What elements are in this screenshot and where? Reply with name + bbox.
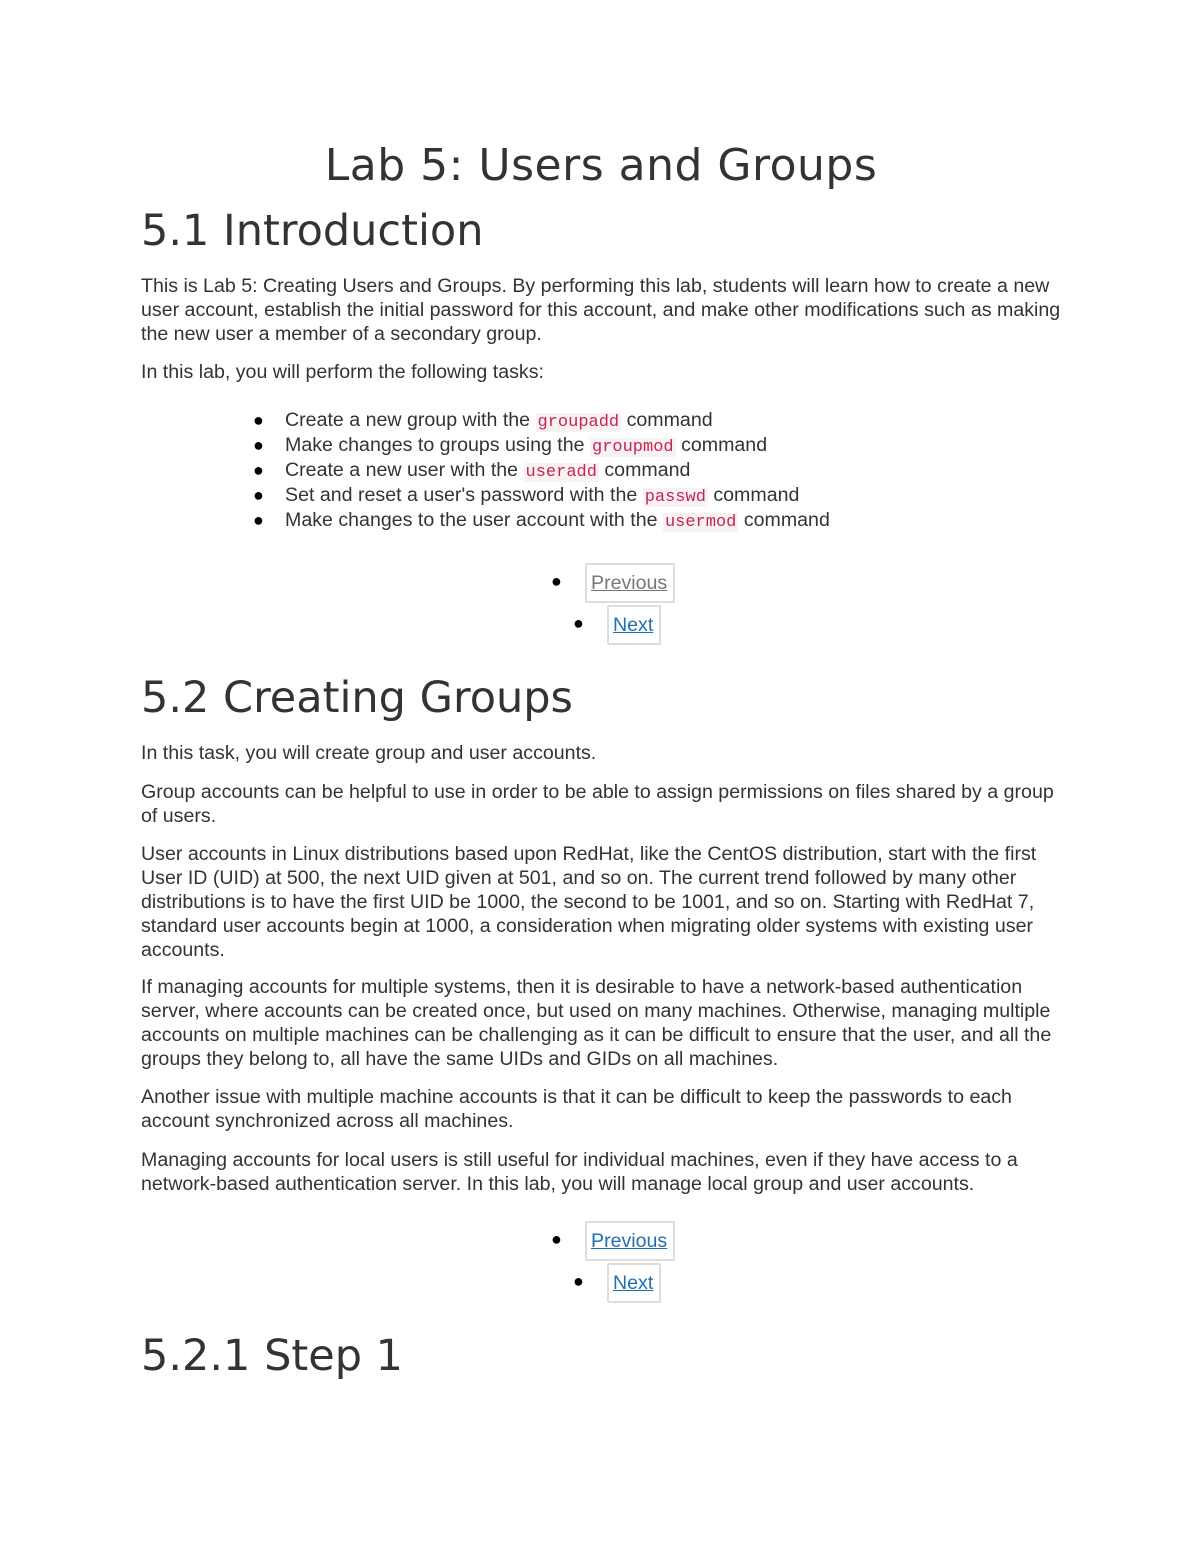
list-item: ● Create a new user with the useradd command (253, 459, 691, 482)
pager-creating-groups (141, 1221, 1061, 1311)
bullet-icon: ● (573, 613, 584, 633)
command-code: groupadd (537, 413, 620, 432)
command-code: passwd (644, 488, 706, 507)
bullet-icon: ● (253, 485, 264, 505)
bullet-icon: ● (253, 435, 264, 455)
bullet-icon: ● (551, 1229, 562, 1249)
paragraph: Another issue with multiple machine accounts is that it can be difficult to keep the passwords to each account synchronized across all machines. (141, 1086, 1012, 1132)
previous-button[interactable]: Previous (585, 1221, 675, 1261)
paragraph: If managing accounts for multiple systems, then it is desirable to have a network-based authentication server, where accounts can be created once, but used on many machines. Otherwise, managing multiple accounts on multiple machines can be challenging as it can be difficult to ensure that the user, and all the groups they belong to, all have the same UIDs and GIDs on all machines. (141, 976, 1052, 1070)
task-list (141, 408, 830, 533)
intro-paragraph: This is Lab 5: Creating Users and Groups. By performing this lab, students will learn how to create a new user account, establish the initial password for this account, and make other modifications such as making the new user a member of a secondary group. (141, 275, 1061, 345)
list-item: ● Make changes to the user account with the usermod command (253, 509, 830, 532)
paragraph: Managing accounts for local users is still useful for individual machines, even if they have access to a network-based authentication server. In this lab, you will manage local group and user accounts. (141, 1149, 1018, 1195)
tasks-lead-paragraph: In this lab, you will perform the following tasks: (141, 361, 544, 383)
list-item: ● Create a new group with the groupadd command (253, 409, 713, 432)
bullet-icon: ● (551, 571, 562, 591)
next-button[interactable]: Next (607, 605, 661, 645)
bullet-icon: ● (253, 460, 264, 480)
paragraph: User accounts in Linux distributions based upon RedHat, like the CentOS distribution, start with the first User ID (UID) at 500, the next UID given at 501, and so on. The current trend followed by many other distributions is to have the first UID be 1000, the second to be 1001, and so on. Starting with RedHat 7, standard user accounts begin at 1000, a consideration when migrating older systems with existing user accounts. (141, 843, 1037, 961)
pager-intro (141, 563, 1061, 653)
command-code: useradd (525, 463, 597, 482)
paragraph: Group accounts can be helpful to use in order to be able to assign permissions on files shared by a group of users. (141, 781, 1054, 827)
list-item: ● Set and reset a user's password with the passwd command (253, 484, 800, 507)
command-code: groupmod (592, 438, 674, 457)
paragraph: In this task, you will create group and user accounts. (141, 742, 597, 764)
next-button[interactable]: Next (607, 1263, 661, 1303)
bullet-icon: ● (253, 410, 264, 430)
section-heading-step-1: 5.2.1 Step 1 (141, 1331, 404, 1381)
previous-button[interactable]: Previous (585, 563, 675, 603)
bullet-icon: ● (573, 1271, 584, 1291)
bullet-icon: ● (253, 510, 264, 530)
page-title: Lab 5: Users and Groups (324, 140, 878, 191)
command-code: usermod (664, 513, 737, 532)
section-heading-creating-groups: 5.2 Creating Groups (141, 673, 573, 723)
list-item: ● Make changes to groups using the groupmod command (253, 434, 768, 457)
section-heading-introduction: 5.1 Introduction (141, 206, 484, 256)
